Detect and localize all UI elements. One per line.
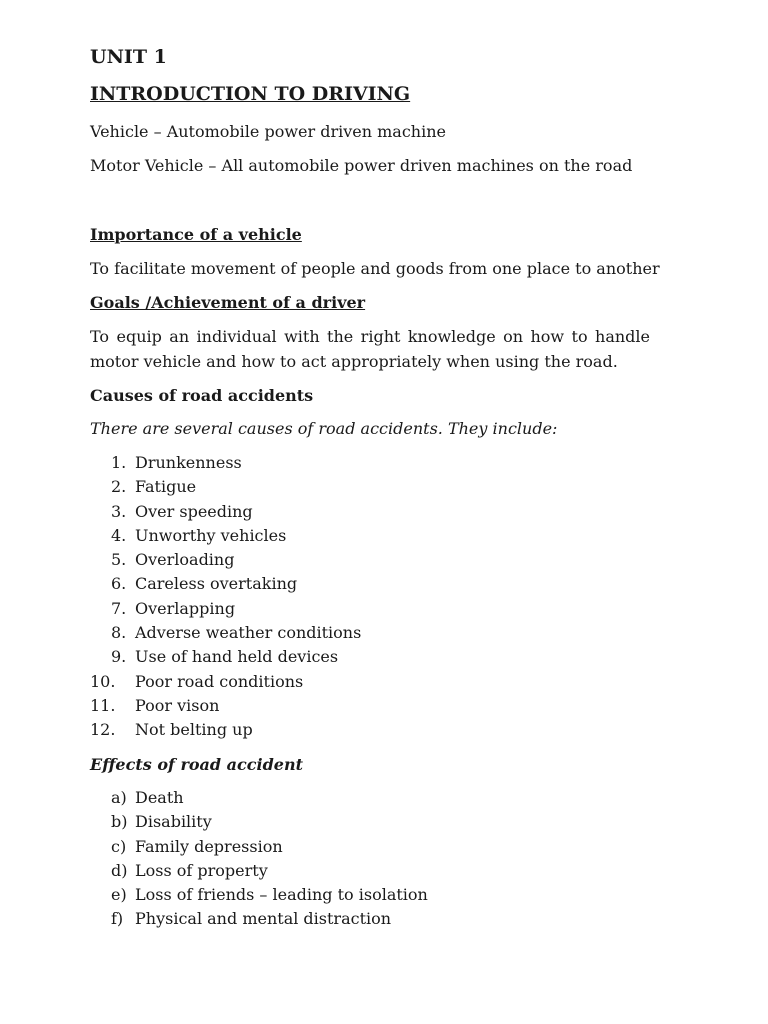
list-item [90, 835, 490, 859]
importance-text: To facilitate movement of people and goods from one place to another [90, 259, 660, 278]
list-item [90, 670, 490, 694]
list-item [90, 475, 490, 499]
list-item-text: Unworthy vehicles [135, 525, 287, 545]
list-item-marker: 11. [90, 695, 116, 715]
list-item-text: Fatigue [135, 477, 197, 497]
list-item-text: Overloading [135, 550, 235, 570]
effects-heading: Effects of road accident [90, 755, 303, 774]
list-item-marker: 8. [111, 623, 127, 643]
list-item-marker: 2. [111, 477, 127, 497]
list-item [90, 859, 490, 883]
effects-list [90, 786, 490, 932]
goals-heading: Goals /Achievement of a driver [90, 293, 366, 312]
list-item-text: Poor vison [135, 695, 220, 715]
list-item-text: Not belting up [135, 720, 253, 740]
goals-text: To equip an individual with the right knowledge on how to handle motor vehicle and how to act appropriately when using the road. [90, 327, 650, 371]
causes-intro: There are several causes of road accidents. They include: [90, 419, 558, 438]
causes-list [90, 451, 490, 743]
list-item-text: Careless overtaking [135, 574, 298, 594]
list-item-text: Loss of property [135, 860, 268, 880]
list-item [90, 597, 490, 621]
list-item-text: Adverse weather conditions [135, 623, 362, 643]
list-item-marker: a) [111, 788, 127, 807]
list-item [90, 907, 490, 931]
list-item-marker: 9. [111, 647, 127, 667]
list-item-text: Family depression [135, 836, 283, 856]
list-item [90, 883, 490, 907]
list-item [90, 694, 490, 718]
list-item-marker: f) [111, 909, 124, 929]
definition-vehicle: Vehicle – Automobile power driven machine [90, 122, 446, 141]
causes-heading: Causes of road accidents [90, 386, 314, 405]
list-item-text: Overlapping [135, 598, 236, 618]
list-item [90, 572, 490, 596]
list-item-text: Physical and mental distraction [135, 909, 392, 929]
list-item-marker: 1. [111, 453, 127, 472]
list-item-marker: 4. [111, 525, 127, 545]
list-item-marker: d) [111, 860, 128, 880]
list-item-marker: 10. [90, 671, 116, 691]
list-item [90, 718, 490, 742]
list-item [90, 500, 490, 524]
list-item-marker: 5. [111, 550, 127, 570]
list-item-marker: b) [111, 812, 128, 832]
list-item [90, 621, 490, 645]
definition-motor-vehicle: Motor Vehicle – All automobile power driven machines on the road [90, 156, 633, 175]
list-item [90, 548, 490, 572]
list-item-marker: c) [111, 836, 127, 856]
importance-heading: Importance of a vehicle [90, 225, 302, 244]
list-item-text: Disability [135, 812, 212, 832]
list-item-text: Over speeding [135, 501, 253, 521]
list-item [90, 451, 490, 475]
list-item [90, 810, 490, 834]
list-item-marker: 3. [111, 501, 127, 521]
list-item-text: Death [135, 788, 184, 807]
list-item-text: Use of hand held devices [135, 647, 339, 667]
list-item-marker: e) [111, 885, 127, 905]
list-item-marker: 6. [111, 574, 127, 594]
list-item-marker: 12. [90, 720, 116, 740]
section-title: INTRODUCTION TO DRIVING [90, 83, 411, 105]
list-item [90, 645, 490, 669]
list-item-text: Loss of friends – leading to isolation [135, 885, 428, 905]
unit-title: UNIT 1 [90, 46, 167, 68]
list-item-text: Poor road conditions [135, 671, 304, 691]
list-item-marker: 7. [111, 598, 127, 618]
list-item [90, 786, 490, 810]
list-item-text: Drunkenness [135, 453, 242, 472]
list-item [90, 524, 490, 548]
